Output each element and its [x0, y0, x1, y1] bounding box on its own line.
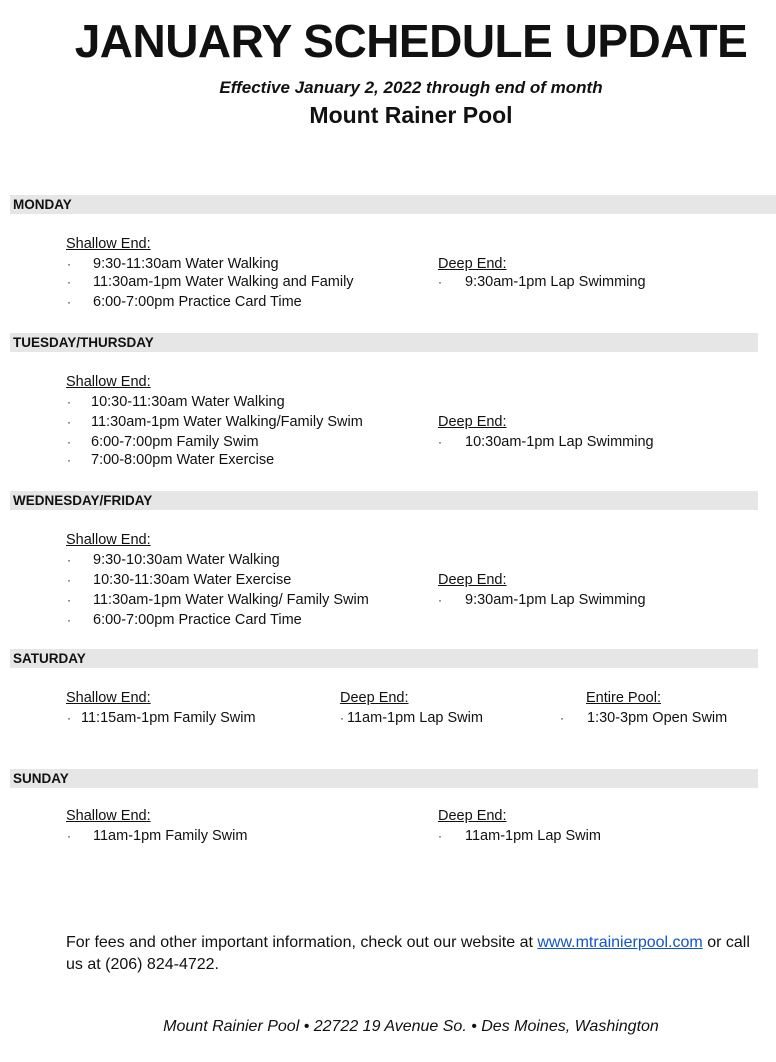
bullet: ·: [67, 593, 71, 607]
list-item: 1:30-3pm Open Swim: [587, 710, 728, 726]
bullet: ·: [67, 711, 71, 725]
shallow-end-label: Shallow End:: [66, 808, 151, 824]
list-item: 9:30am-1pm Lap Swimming: [465, 592, 646, 608]
list-item: 11:15am-1pm Family Swim: [81, 710, 256, 726]
list-item: 9:30-10:30am Water Walking: [93, 552, 280, 568]
bullet: ·: [67, 295, 71, 309]
shallow-end-label: Shallow End:: [66, 374, 151, 390]
deep-end-label: Deep End:: [438, 256, 507, 272]
day-header-wed-fri: WEDNESDAY/FRIDAY: [10, 491, 758, 510]
list-item: 6:00-7:00pm Practice Card Time: [93, 612, 302, 628]
list-item: 9:30am-1pm Lap Swimming: [465, 274, 646, 290]
list-item: 11am-1pm Lap Swim: [347, 710, 483, 726]
list-item: 10:30-11:30am Water Walking: [91, 394, 285, 410]
list-item: 11:30am-1pm Water Walking/Family Swim: [91, 414, 363, 430]
list-item: 7:00-8:00pm Water Exercise: [91, 452, 275, 468]
deep-end-label: Deep End:: [438, 414, 507, 430]
bullet: ·: [438, 435, 442, 449]
pool-address: Mount Rainier Pool • 22722 19 Avenue So. • Des Moines, Washington: [163, 1018, 659, 1035]
list-item: 11am-1pm Lap Swim: [465, 828, 601, 844]
shallow-end-label: Shallow End:: [66, 236, 151, 252]
bullet: ·: [340, 711, 344, 725]
bullet: ·: [438, 275, 442, 289]
bullet: ·: [67, 435, 71, 449]
bullet: ·: [67, 453, 71, 467]
list-item: 11am-1pm Family Swim: [93, 828, 248, 844]
list-item: 10:30am-1pm Lap Swimming: [465, 434, 654, 450]
day-header-tue-thu: TUESDAY/THURSDAY: [10, 333, 758, 352]
effective-dates: Effective January 2, 2022 through end of month: [219, 78, 603, 97]
day-header-saturday: SATURDAY: [10, 649, 758, 668]
bullet: ·: [67, 613, 71, 627]
entire-pool-label: Entire Pool:: [586, 690, 661, 706]
day-header-sunday: SUNDAY: [10, 769, 758, 788]
bullet: ·: [67, 553, 71, 567]
info-text: For fees and other important information, check out our website at: [66, 934, 538, 951]
list-item: 11:30am-1pm Water Walking and Family: [93, 274, 354, 290]
list-item: 6:00-7:00pm Practice Card Time: [93, 294, 302, 310]
shallow-end-label: Shallow End:: [66, 532, 151, 548]
bullet: ·: [67, 829, 71, 843]
list-item: 10:30-11:30am Water Exercise: [93, 572, 292, 588]
bullet: ·: [67, 257, 71, 271]
contact-info: [66, 932, 756, 976]
pool-name: Mount Rainer Pool: [309, 102, 513, 128]
bullet: ·: [67, 275, 71, 289]
bullet: ·: [560, 711, 564, 725]
bullet: ·: [438, 593, 442, 607]
shallow-end-label: Shallow End:: [66, 690, 151, 706]
bullet: ·: [67, 573, 71, 587]
website-link[interactable]: www.mtrainierpool.com: [537, 934, 703, 951]
list-item: 9:30-11:30am Water Walking: [93, 256, 279, 272]
bullet: ·: [67, 395, 71, 409]
bullet: ·: [438, 829, 442, 843]
day-header-monday: MONDAY: [10, 195, 776, 214]
list-item: 11:30am-1pm Water Walking/ Family Swim: [93, 592, 369, 608]
page-title: JANUARY SCHEDULE UPDATE: [74, 15, 748, 67]
deep-end-label: Deep End:: [438, 808, 507, 824]
bullet: ·: [67, 415, 71, 429]
deep-end-label: Deep End:: [438, 572, 507, 588]
phone-text: or call us at (206) 824-4722.: [66, 934, 750, 973]
deep-end-label: Deep End:: [340, 690, 409, 706]
list-item: 6:00-7:00pm Family Swim: [91, 434, 259, 450]
